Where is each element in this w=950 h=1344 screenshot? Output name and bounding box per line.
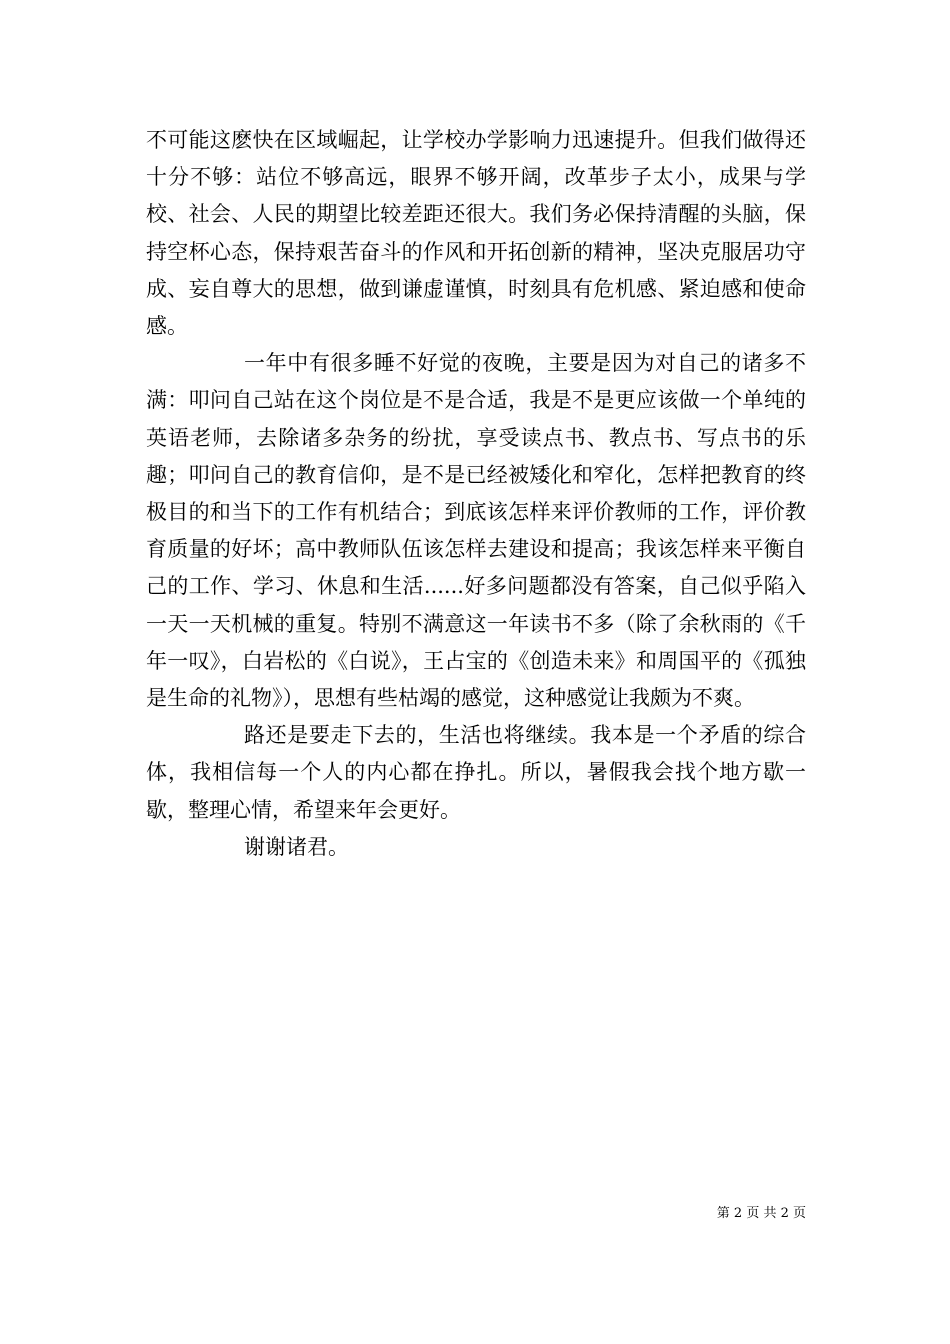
- paragraph-continuation: 不可能这麽快在区域崛起，让学校办学影响力迅速提升。但我们做得还十分不够：站位不够高远，眼界不够开阔，改革步子太小，成果与学校、社会、人民的期望比较差距还很大。我们务必保持清醒的头脑，保持空杯心态，保持艰苦奋斗的作风和开拓创新的精神，坚决克服居功守成、妄自尊大的思想，做到谦虚谨慎，时刻具有危机感、紧迫感和使命感。: [146, 128, 806, 339]
- page-number-footer: 第 2 页 共 2 页: [716, 1206, 806, 1221]
- paragraph-closing: 谢谢诸君。: [244, 834, 349, 859]
- paragraph-outlook: 路还是要走下去的，生活也将继续。我本是一个矛盾的综合体，我相信每一个人的内心都在挣扎。所以，暑假我会找个地方歇一歇，整理心情，希望来年会更好。: [146, 723, 806, 822]
- document-body: [146, 122, 806, 866]
- paragraph-reflection: 一年中有很多睡不好觉的夜晚，主要是因为对自己的诸多不满：叩问自己站在这个岗位是不是合适，我是不是更应该做一个单纯的英语老师，去除诸多杂务的纷扰，享受读点书、教点书、写点书的乐趣；叩问自己的教育信仰，是不是已经被矮化和窄化，怎样把教育的终极目的和当下的工作有机结合；到底该怎样来评价教师的工作，评价教育质量的好坏；高中教师队伍该怎样去建设和提高；我该怎样来平衡自己的工作、学习、休息和生活......好多问题都没有答案，自己似乎陷入一天一天机械的重复。特别不满意这一年读书不多（除了余秋雨的《千年一叹》，白岩松的《白说》，王占宝的《创造未来》和周国平的《孤独是生命的礼物》），思想有些枯竭的感觉，这种感觉让我颇为不爽。: [146, 351, 806, 711]
